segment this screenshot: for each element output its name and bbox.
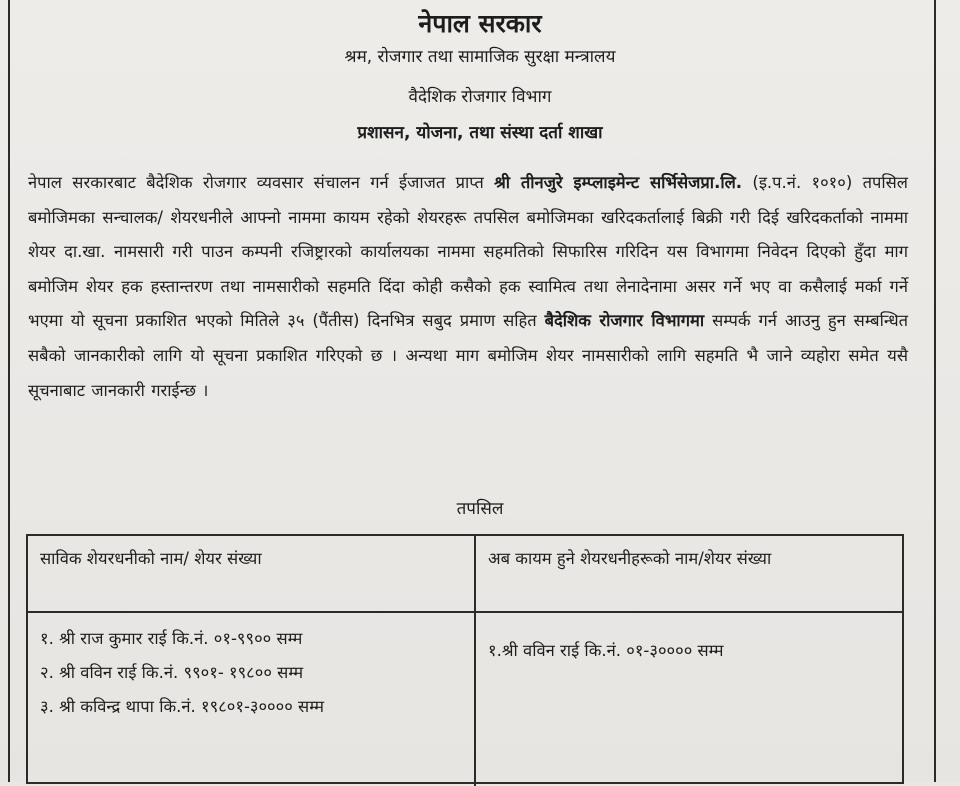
table-header-divider bbox=[28, 611, 902, 613]
list-item: २. श्री वविन राई कि.नं. ९९०१- १९८०० सम्म bbox=[40, 663, 304, 682]
table-column-divider bbox=[474, 536, 476, 786]
shareholder-table bbox=[26, 534, 904, 784]
list-item: १.श्री वविन राई कि.नं. ०१-३०००० सम्म bbox=[488, 641, 724, 660]
ministry-name: श्रम, रोजगार तथा सामाजिक सुरक्षा मन्त्रालय bbox=[344, 47, 616, 67]
previous-holders-cell bbox=[40, 622, 460, 724]
notice-text-part3: सम्पर्क गर्न आउनु हुन सम्बन्धित सबैको जानकारीको लागि यो सूचना प्रकाशित गरिएको छ । अन्यथा माग बमोजिम शेयर नामसारीको लागि सहमति भै जाने व्यहोरा समेत यसै सूचनाबाट जानकारी गराईन्छ । bbox=[28, 311, 908, 400]
department-bold: बैदेशिक रोजगार विभागमा bbox=[544, 311, 705, 331]
department-name: वैदेशिक रोजगार विभाग bbox=[408, 87, 552, 107]
header-previous-holders: साविक शेयरधनीको नाम/ शेयर संख्या bbox=[40, 549, 262, 568]
notice-text-part2: (इ.प.नं. १०१०) तपसिल बमोजिमका सन्चालक/ शेयरधनीले आफ्नो नाममा कायम रहेको शेयरहरू तपसिल बमोजिमका खरिदकर्तालाई बिक्री गरी दिई खरिदकर्ताको नाममा शेयर दा.खा. नामसारी गरी पाउन कम्पनी रजिष्ट्रारको कार्यालयका नाममा सहमतिको सिफारिस गरिदिन यस विभागमा निवेदन दिएको हुँदा माग बमोजिम शेयर हक हस्तान्तरण तथा नामसारीको सहमति दिंदा कोही कसैको हक स्वामित्व तथा लेनादेनामा असर गर्ने भए वा कसैलाई मर्का गर्ने भएमा यो सूचना प्रकाशित भएको मितिले ३५ (पैंतीस) दिनभित्र सबुद प्रमाण सहित bbox=[28, 173, 908, 331]
notice-body bbox=[28, 166, 908, 408]
new-holders-cell bbox=[488, 634, 888, 668]
list-item: ३. श्री कविन्द्र थापा कि.नं. १९८०१-३०००० सम्म bbox=[40, 697, 324, 716]
list-item: १. श्री राज कुमार राई कि.नं. ०१-९९०० सम्म bbox=[40, 629, 303, 648]
company-name: श्री तीनजुरे इम्प्लाइमेन्ट सर्भिसेजप्रा.लि. bbox=[494, 173, 743, 192]
header-new-holders: अब कायम हुने शेयरधनीहरूको नाम/शेयर संख्या bbox=[488, 549, 772, 568]
government-title: नेपाल सरकार bbox=[418, 9, 542, 38]
section-name: प्रशासन, योजना, तथा संस्था दर्ता शाखा bbox=[357, 123, 603, 143]
table-caption: तपसिल bbox=[456, 499, 504, 519]
notice-text-part1: नेपाल सरकारबाट बैदेशिक रोजगार व्यवसार संचालन गर्न ईजाजत प्राप्त bbox=[28, 173, 495, 192]
